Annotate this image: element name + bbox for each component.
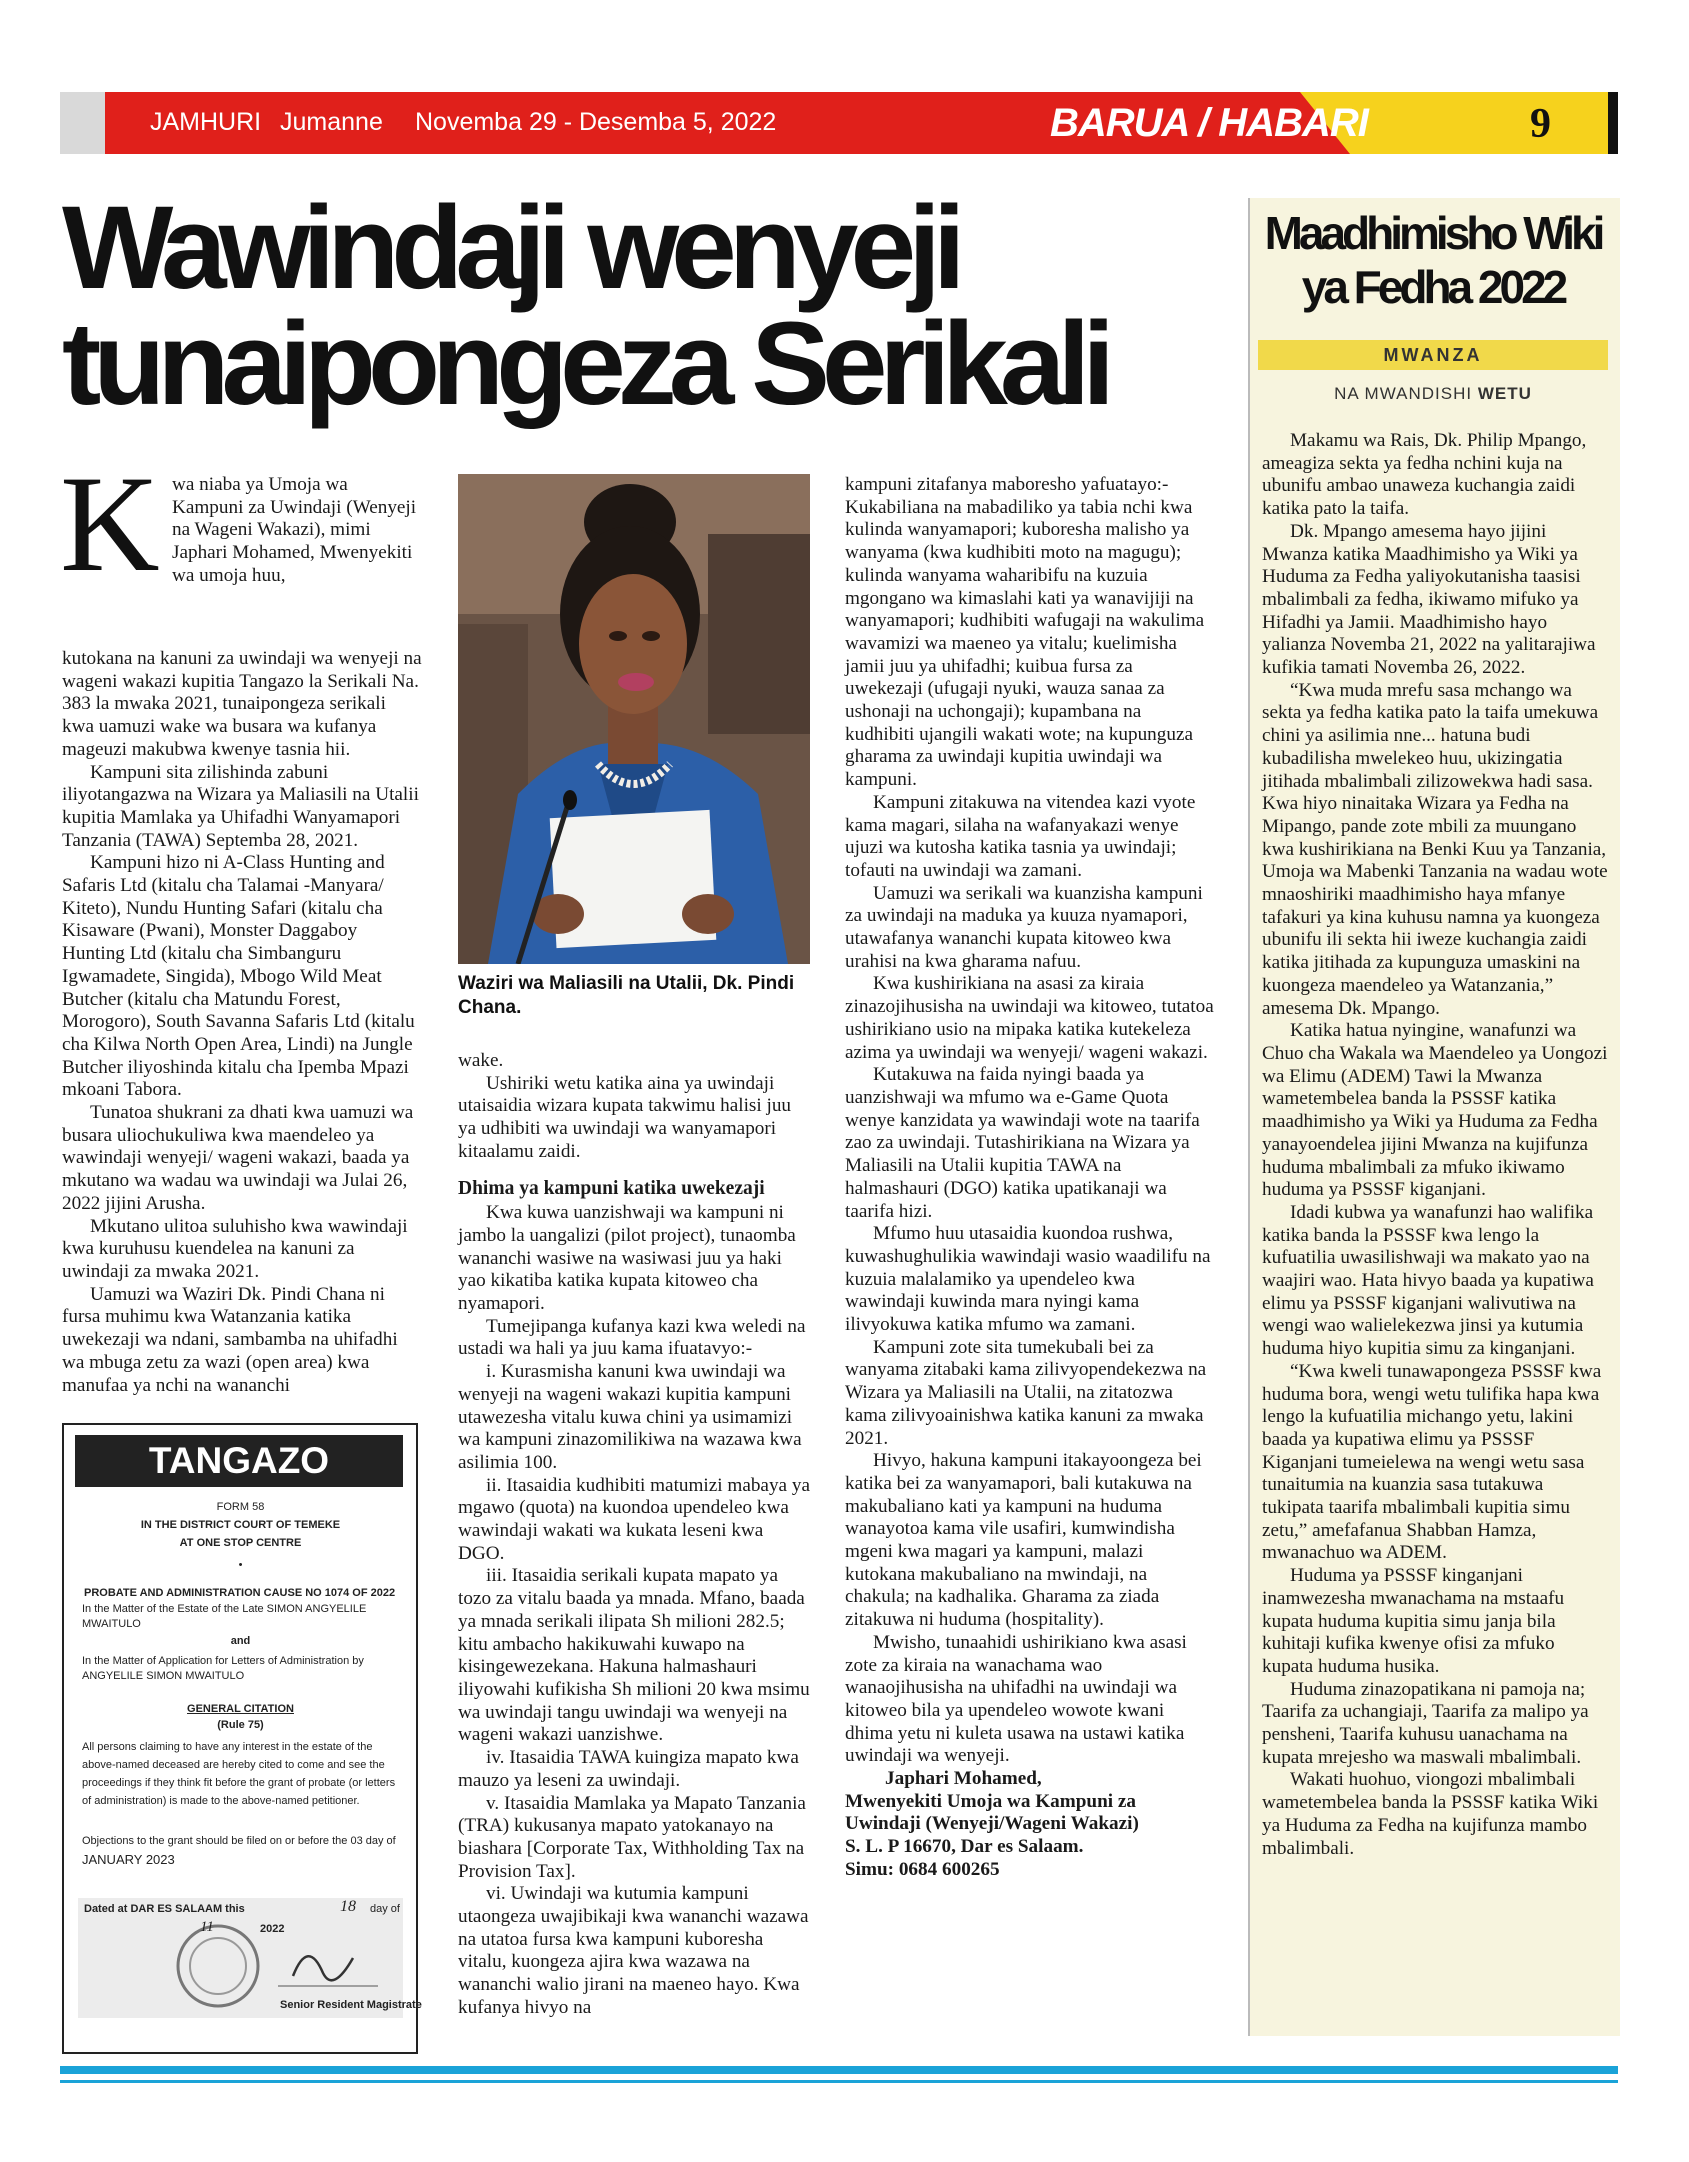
paragraph: Idadi kubwa ya wanafunzi hao walifika katika banda la PSSSF kwa lengo la kufuatilia uwasilishwaji wa makato yao na waajiri wao. Hata hivyo baada ya kupatiwa elimu ya PSSSF kiganjani walivutiwa na wengi wao walielekezwa jinsi ya kutumia huduma hiyo kupitia simu za kinganjani. xyxy=(1262,1201,1594,1360)
subheading: Dhima ya kampuni katika uwekezaji xyxy=(458,1177,765,1199)
notice-day-word: day of xyxy=(370,1903,400,1915)
paragraph: kutokana na kanuni za uwindaji wa wenyeji na wageni wakazi kupitia Tangazo la Serikali Na. 383 la mwaka 2021, tunaipongeza serikali kwa uamuzi wake wa busara wa kufanya mageuzi makubwa kwenye tasnia hii. xyxy=(62,648,422,760)
headline xyxy=(62,182,1222,430)
notice-signer: Senior Resident Magistrate xyxy=(280,1999,422,2011)
notice-citation: GENERAL CITATION xyxy=(187,1703,294,1715)
notice-dot: • xyxy=(238,1559,243,1571)
notice-day-number: 18 xyxy=(340,1898,356,1915)
drop-cap: K xyxy=(60,447,160,600)
article-lead xyxy=(172,474,422,588)
page-number: 9 xyxy=(1530,101,1551,147)
notice-deadline: JANUARY 2023 xyxy=(82,1852,175,1867)
photo-caption: Waziri wa Maliasili na Utalii, Dk. Pindi Chana. xyxy=(458,973,795,1018)
notice-body: All persons claiming to have any interest in the estate of the above-named deceased are hereby cited to come and see the proceedings if they think fit before the grant of probate (or letters of administration) is made to the above-named petitioner. xyxy=(82,1741,396,1807)
list-item: ii. Itasaidia kudhibiti matumizi mabaya ya mgawo (quota) na kuondoa upendeleo kwa wawindaji wakati wa kukata leseni kwa DGO. xyxy=(458,1474,810,1564)
paragraph: Mkutano ulitoa suluhisho kwa wawindaji kwa kuruhusu kuendelea na kanuni za uwindaji za mwaka 2021. xyxy=(62,1215,408,1282)
sidebar-title-line-1: Maadhimisho Wiki xyxy=(1264,207,1602,259)
signature-phone: Simu: 0684 600265 xyxy=(845,1858,1000,1880)
notice-month: 11 xyxy=(200,1919,214,1935)
tangazo-title: TANGAZO xyxy=(75,1435,403,1487)
issue-dates: Novemba 29 - Desemba 5, 2022 xyxy=(415,108,777,136)
paragraph: “Kwa kweli tunawapongeza PSSSF kwa huduma bora, wengi wetu tulifika hapa kwa lengo la kufuatilia michango yetu, lakini baada ya kupatiwa elimu ya PSSSF Kiganjani tumeielewa na wengi wetu sasa tunaitumia na kuanzia sasa tutakuwa tukipata taarifa mbalimbali kupitia simu zetu,” amefafanua Shabban Hamza, mwanachuo wa ADEM. xyxy=(1262,1360,1602,1564)
signature-address: S. L. P 16670, Dar es Salaam. xyxy=(845,1836,1084,1858)
paragraph: Huduma zinazopatikana ni pamoja na; Taarifa za uchangiaji, Taarifa za malipo ya pensheni, Taarifa kuhusu uanachama na kupata mrejesho wa maswali mbalimbali. xyxy=(1262,1678,1589,1768)
paragraph: Kwa kuwa uanzishwaji wa kampuni ni jambo la uangalizi (pilot project), tunaomba wananchi wasiwe na wasiwasi juu ya haki yao kikatiba katika kupata kitoweo cha nyamapori. xyxy=(458,1202,796,1315)
notice-court: IN THE DISTRICT COURT OF TEMEKE xyxy=(140,1519,341,1531)
signature-block xyxy=(845,1768,1215,1882)
sidebar-title-line-2: ya Fedha 2022 xyxy=(1301,261,1565,313)
notice-objections: Objections to the grant should be filed on or before the 03 day of xyxy=(82,1835,396,1847)
paragraph: “Kwa muda mrefu sasa mchango wa sekta ya fedha katika pato la taifa umekuwa chini ya asilimia nne... hatuna budi kubadilisha mwelekeo huu, ukizingatia jitihada mbalimbali zilizowekwa hadi sasa. Kwa hiyo ninaitaka Wizara ya Fedha na Mipango, pande zote mbili za muungano kwa kushirikiana na Benki Kuu ya Tanzania, Umoja wa Mabenki Tanzania na wadau wote mnaoshiriki maadhimisho haya mfanye tafakuri ya kina kuhusu namna ya kuongeza ubunifu ili sekta hii iweze kuchangia zaidi katika jitihada za kupunguza umaskini na kuongeza maendeleo ya Watanzania,” amesema Dk. Mpango. xyxy=(1262,679,1608,1019)
paragraph: Huduma ya PSSSF kinganjani inamwezesha mwanachama na mstaafu kupata huduma kupitia simu janja bila kuhitaji kufika kwenye ofisi za mfuko kupata huduma husika. xyxy=(1262,1565,1565,1677)
signature-title: Mwenyekiti Umoja wa Kampuni za Uwindaji (Wenyeji/Wageni Wakazi) xyxy=(845,1790,1139,1835)
header-left-tab xyxy=(60,92,105,154)
article-column-2 xyxy=(458,1050,810,2020)
footer-rule-thin xyxy=(60,2080,1618,2083)
paragraph: Mwisho, tunaahidi ushirikiano kwa asasi zote za kiraia na wanachama wao wanaojihusisha na uhifadhi na uwindaji wa kitoweo bila ya upendeleo wowote kwani dhima yetu ni kuleta usawa na ustawi katika uwindaji wa wenyeji. xyxy=(845,1631,1187,1767)
notice-matter-application: In the Matter of Application for Letters of Administration by ANGYELILE SIMON MWAITULO xyxy=(82,1655,364,1682)
notice-matter-estate: In the Matter of the Estate of the Late SIMON ANGYELILE MWAITULO xyxy=(82,1603,367,1630)
article-column-1 xyxy=(62,648,422,1397)
header-right-edge xyxy=(1608,92,1618,154)
paragraph: Kampuni sita zilishinda zabuni iliyotangazwa na Wizara ya Maliasili na Utalii kupitia Mamlaka ya Uhifadhi Wanyamapori Tanzania (TAWA) Septemba 28, 2021. xyxy=(62,761,419,851)
paragraph: Kampuni zote sita tumekubali bei za wanyama zitabaki kama zilivyopendekezwa na Wizara ya Maliasili na Utalii, na zitatozwa kama zilivyoainishwa katika kanuni za mwaka 2021. xyxy=(845,1336,1207,1449)
sidebar-article xyxy=(1262,430,1608,1860)
minister-photo xyxy=(458,474,810,964)
paragraph: Kutakuwa na faida nyingi baada ya uanzishwaji wa mfumo wa e-Game Quota wenye kanzidata ya wawindaji wote na taarifa zao za uwindaji. Tutashirikiana na Wizara ya Maliasili na Utalii kupitia TAWA na halmashauri (DGO) katika upatikanaji wa taarifa hizi. xyxy=(845,1064,1200,1222)
paper-name: JAMHURI xyxy=(150,108,262,136)
notice-form: FORM 58 xyxy=(216,1501,265,1513)
notice-year: 2022 xyxy=(260,1923,285,1935)
notice-and: and xyxy=(230,1635,251,1647)
list-item: iii. Itasaidia serikali kupata mapato ya tozo za vitalu baada ya mnada. Mfano, baada ya mnada serikali ilipata Sh milioni 282.5; kitu ambacho hakikuwahi kuwapo na kisingewezekana. Hakuna halmashauri iliyowahi kufikisha Sh milioni 20 kwa msimu wa uwindaji tangu uwindaji wa wenyeji na wageni wakazi uanzishwe. xyxy=(458,1565,810,1746)
paragraph: Kampuni zitakuwa na vitendea kazi vyote kama magari, silaha na wafanyakazi wenye ujuzi wa kutosha katika tasnia ya uwindaji; tofauti na uwindaji wa zamani. xyxy=(845,791,1196,881)
paragraph: Dk. Mpango amesema hayo jijini Mwanza katika Maadhimisho ya Wiki ya Huduma za Fedha yaliyokutanisha taasisi mbalimbali za fedha, ikiwamo mifuko ya Hifadhi ya Jamii. Maadhimisho hayo yalianza Novemba 21, 2022 na yalitarajiwa kufikia tamati Novemba 26, 2022. xyxy=(1262,520,1596,679)
list-item: vi. Uwindaji wa kutumia kampuni utaongeza uwajibikaji kwa wananchi wazawa na utatoa fursa kwa kampuni kuboresha vitalu, kuongeza ajira kwa wazawa na wananchi walio jirani na maeneo hayo. Kwa kufanya hivyo na xyxy=(458,1883,809,2018)
article-column-3 xyxy=(845,474,1215,1882)
paragraph: wake. xyxy=(458,1050,504,1071)
section-name: BARUA / HABARI xyxy=(1050,101,1368,145)
paragraph: Wakati huohuo, viongozi mbalimbali wametembelea banda la PSSSF katika Wiki ya Huduma za Fedha na kujifunza mambo mbalimbali. xyxy=(1262,1769,1599,1859)
notice-cause: PROBATE AND ADMINISTRATION CAUSE NO 1074 OF 2022 xyxy=(84,1587,396,1599)
paragraph: Tunatoa shukrani za dhati kwa uamuzi wa busara uliochukuliwa kwa maendeleo ya wawindaji wenyeji/ wageni wakazi, baada ya mkutano wa wadau wa uwindaji wa Julai 26, 2022 jijini Arusha. xyxy=(62,1102,414,1214)
paragraph: Kwa kushirikiana na asasi za kiraia zinazojihusisha na uwindaji wa kitoweo, tutatoa ushirikiano usio na mipaka katika kutekeleza azima ya uwindaji wa wenyeji/ wageni wakazi. xyxy=(845,973,1214,1063)
sidebar-dateline: MWANZA xyxy=(1258,340,1608,370)
paragraph: Makamu wa Rais, Dk. Philip Mpango, ameagiza sekta ya fedha nchini kuja na ubunifu ambao unaweza kuchangia zaidi katika pato la taifa. xyxy=(1262,430,1587,520)
notice-dated: Dated at DAR ES SALAAM this xyxy=(84,1903,245,1915)
paragraph: Katika hatua nyingine, wanafunzi wa Chuo cha Wakala wa Maendeleo ya Uongozi wa Elimu (ADEM) Tawi la Mwanza wametembelea banda la PSSSF katika maadhimisho ya Wiki ya Huduma za Fedha yanayoendelea jijini Mwanza na kujifunza huduma mbalimbali za mfuko ikiwamo huduma ya PSSSF kiganjani. xyxy=(1262,1020,1608,1201)
list-item: iv. Itasaidia TAWA kuingiza mapato kwa mauzo ya leseni za uwindaji. xyxy=(458,1747,799,1791)
sidebar-title xyxy=(1258,206,1608,314)
lead-paragraph: wa niaba ya Umoja wa Kampuni za Uwindaji (Wenyeji na Wageni Wakazi), mimi Japhari Mohamed, Mwenyekiti wa umoja huu, xyxy=(172,474,417,586)
signature-name: Japhari Mohamed, xyxy=(885,1768,1042,1790)
paragraph: Ushiriki wetu katika aina ya uwindaji utaisaidia wizara kupata takwimu halisi juu ya udhibiti wa uwindaji wa wanyamapori kitaalamu zaidi. xyxy=(458,1072,792,1162)
paragraph: kampuni zitafanya maboresho yafuatayo:- Kukabiliana na mabadiliko ya tabia nchi kwa kulinda wanyamapori; kuboresha malisho ya wanyama (kwa kudhibiti moto na magugu); kulinda wanyama waharibifu na kuzuia mgongano wa kimaslahi kati ya wanavijiji na wanyamapori; kudhibiti wafugaji na wakulima wavamizi wa maeneo ya vitalu; kuelimisha jamii juu ya uhifadhi; kuibua fursa za uwekezaji (ufugaji nyuki, wauza sanaa za ushonaji na uchongaji); kupambana na kudhibiti ujangili wakati wote; na kupunguza gharama za uwindaji kupitia uwindaji wa kampuni. xyxy=(845,474,1205,791)
footer-rule-thick xyxy=(60,2066,1618,2074)
byline-author: WETU xyxy=(1477,384,1532,403)
header-yellow-band xyxy=(1350,92,1608,154)
notice-rule: (Rule 75) xyxy=(217,1719,264,1731)
paragraph: Hivyo, hakuna kampuni itakayoongeza bei katika bei za wanyamapori, bali kutakuwa na makubaliano kati ya kampuni na huduma wanayotoa kama vile usafiri, kumwindisha mgeni kwa magari ya kampuni, malazi kutokana makubaliano na mwindaji, na chakula; na kadhalika. Gharama za ziada zitakuwa ni huduma (hospitality). xyxy=(845,1450,1202,1631)
byline-prefix: NA MWANDISHI xyxy=(1334,384,1473,403)
list-item: i. Kurasmisha kanuni kwa uwindaji wa wenyeji na wageni wakazi kupitia kampuni utawezesha vitalu kuwa chini ya usimamizi wa kampuni zinazomilikiwa na wazawa kwa asilimia 100. xyxy=(458,1361,802,1473)
headline-line-1: Wawindaji wenyeji xyxy=(62,182,958,314)
list-item: v. Itasaidia Mamlaka ya Mapato Tanzania (TRA) kukusanya mapato yatokanayo na biashara [Corporate Tax, Withholding Tax na Provision Tax]. xyxy=(458,1792,806,1882)
issue-day: Jumanne xyxy=(280,108,383,136)
paragraph: Uamuzi wa Waziri Dk. Pindi Chana ni fursa muhimu kwa Watanzania katika uwekezaji wa ndani, sambamba na uhifadhi wa mbuga zetu za wazi (open area) kwa manufaa ya nchi na wananchi xyxy=(62,1283,398,1396)
sidebar-byline xyxy=(1258,384,1608,404)
paragraph: Uamuzi wa serikali wa kuanzisha kampuni za uwindaji na maduka ya kuuza nyamapori, utawafanya wananchi kupata kitoweo kwa urahisi na kwa gharama nafuu. xyxy=(845,882,1203,972)
notice-centre: AT ONE STOP CENTRE xyxy=(179,1537,302,1549)
paragraph: Kampuni hizo ni A-Class Hunting and Safaris Ltd (kitalu cha Talamai -Manyara/ Kiteto), Nundu Hunting Safari (kitalu cha Kisaware (Pwani), Monster Daggaboy Hunting Ltd (kitalu cha Simbanguru Igwamadete, Singida), Mbogo Wild Meat Butcher (kitalu cha Matundu Forest, Morogoro), South Savanna Safaris Ltd (kitalu cha Kilwa North Open Area, Lindi) na Jungle Butcher iliyoshinda kitalu cha Ipemba Mpazi mkoani Tabora. xyxy=(62,852,415,1101)
paragraph: Tumejipanga kufanya kazi kwa weledi na ustadi wa hali ya juu kama ifuatavyo:- xyxy=(458,1315,806,1360)
headline-line-2: tunaipongeza Serikali xyxy=(62,298,1108,430)
paragraph: Mfumo huu utasaidia kuondoa rushwa, kuwashughulikia wawindaji wasio waadilifu na kuzuia malalamiko ya upendeleo kwa wawindaji kuwinda mara nyingi kama ilivyokuwa katika mfumo wa zamani. xyxy=(845,1223,1211,1336)
